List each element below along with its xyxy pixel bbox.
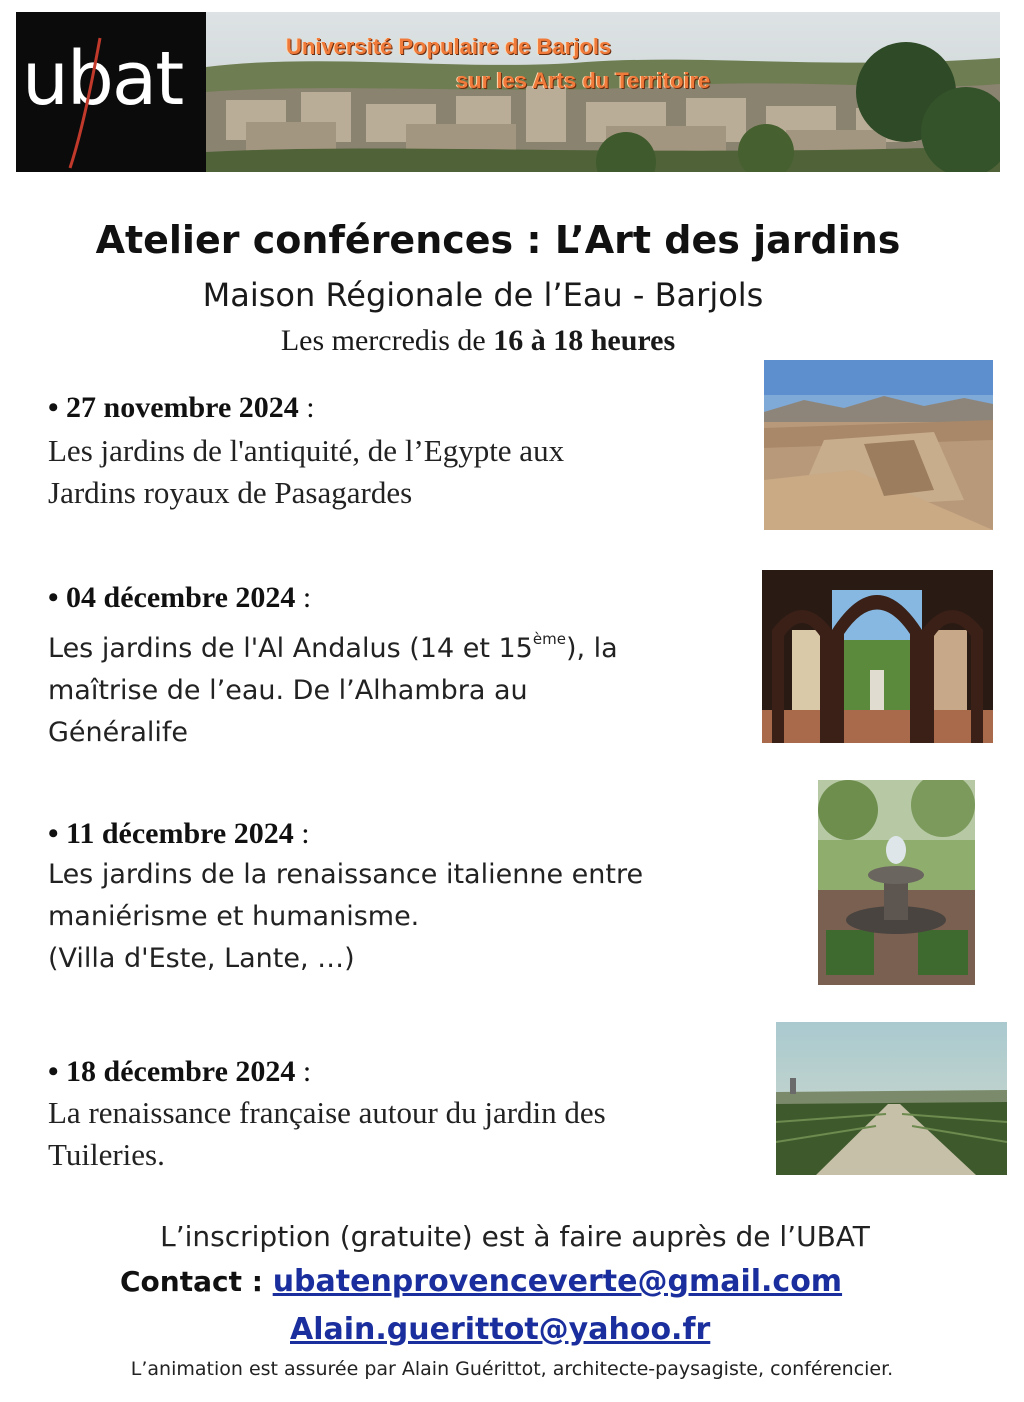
banner-title-line2: sur les Arts du Territoire [456,68,711,93]
session-date [48,816,643,852]
pasargadae-garden-photo [764,360,993,530]
session-3 [48,816,643,980]
session-description-line: Les jardins de la renaissance italienne entre [48,859,644,890]
session-date [48,1054,606,1090]
session-description [48,430,564,514]
registration-note: L’inscription (gratuite) est à faire auprès de l’UBAT [160,1220,870,1253]
session-description-line: Jardins royaux de Pasagardes [48,475,413,510]
session-colon: : [293,817,310,850]
session-date-text: • 27 novembre 2024 [48,391,299,424]
logo-text: ubat [22,36,183,122]
superscript: ème [532,630,566,648]
session-date [48,580,618,616]
session-colon: : [298,391,315,424]
speaker-credit: L’animation est assurée par Alain Guérittot, architecte-paysagiste, conférencier. [130,1358,894,1380]
session-description-line: La renaissance française autour du jardin des [48,1095,606,1130]
session-description-line: Tuileries. [48,1137,165,1172]
line-text: ), la [565,633,618,664]
session-1 [48,390,564,514]
session-description-line: Généralife [48,717,189,748]
venue-subtitle: Maison Régionale de l’Eau - Barjols [202,276,764,314]
logo-stroke-icon [56,32,116,172]
contact-label: Contact : [120,1265,273,1298]
email-row-2 [290,1312,710,1347]
session-4 [48,1054,606,1176]
session-date-text: • 18 décembre 2024 [48,1055,296,1088]
session-description [48,854,643,980]
villa-deste-garden-photo [818,780,975,985]
session-description [48,618,618,754]
email-link-alain[interactable]: Alain.guerittot@yahoo.fr [290,1312,711,1347]
alhambra-arches-photo [762,570,993,743]
session-description-line: (Villa d'Este, Lante, …) [48,943,355,974]
session-date-text: • 04 décembre 2024 [48,581,296,614]
session-date-text: • 11 décembre 2024 [48,817,294,850]
session-2 [48,580,618,754]
header-banner [16,12,1000,172]
schedule-prefix: Les mercredis de [280,324,494,357]
session-description-line: maîtrise de l’eau. De l’Alhambra au [48,675,528,706]
session-description-line: maniérisme et humanisme. [48,901,420,932]
schedule-line [0,324,956,358]
line-text: Les jardins de l'Al Andalus (14 et 15 [48,633,533,664]
schedule-hours: 16 à 18 heures [493,324,676,357]
session-description [48,1092,606,1176]
session-colon: : [295,1055,312,1088]
session-colon: : [295,581,312,614]
contact-row [120,1264,842,1299]
page-title: Atelier conférences : L’Art des jardins [95,218,901,262]
email-link-ubat[interactable]: ubatenprovenceverte@gmail.com [272,1264,843,1299]
session-description-line: Les jardins de l'antiquité, de l’Egypte aux [48,433,565,468]
banner-title-line1: Université Populaire de Barjols [286,34,612,59]
ubat-logo [16,12,204,172]
tuileries-garden-photo [776,1022,1007,1175]
session-date [48,390,564,426]
session-description-line [48,618,618,670]
